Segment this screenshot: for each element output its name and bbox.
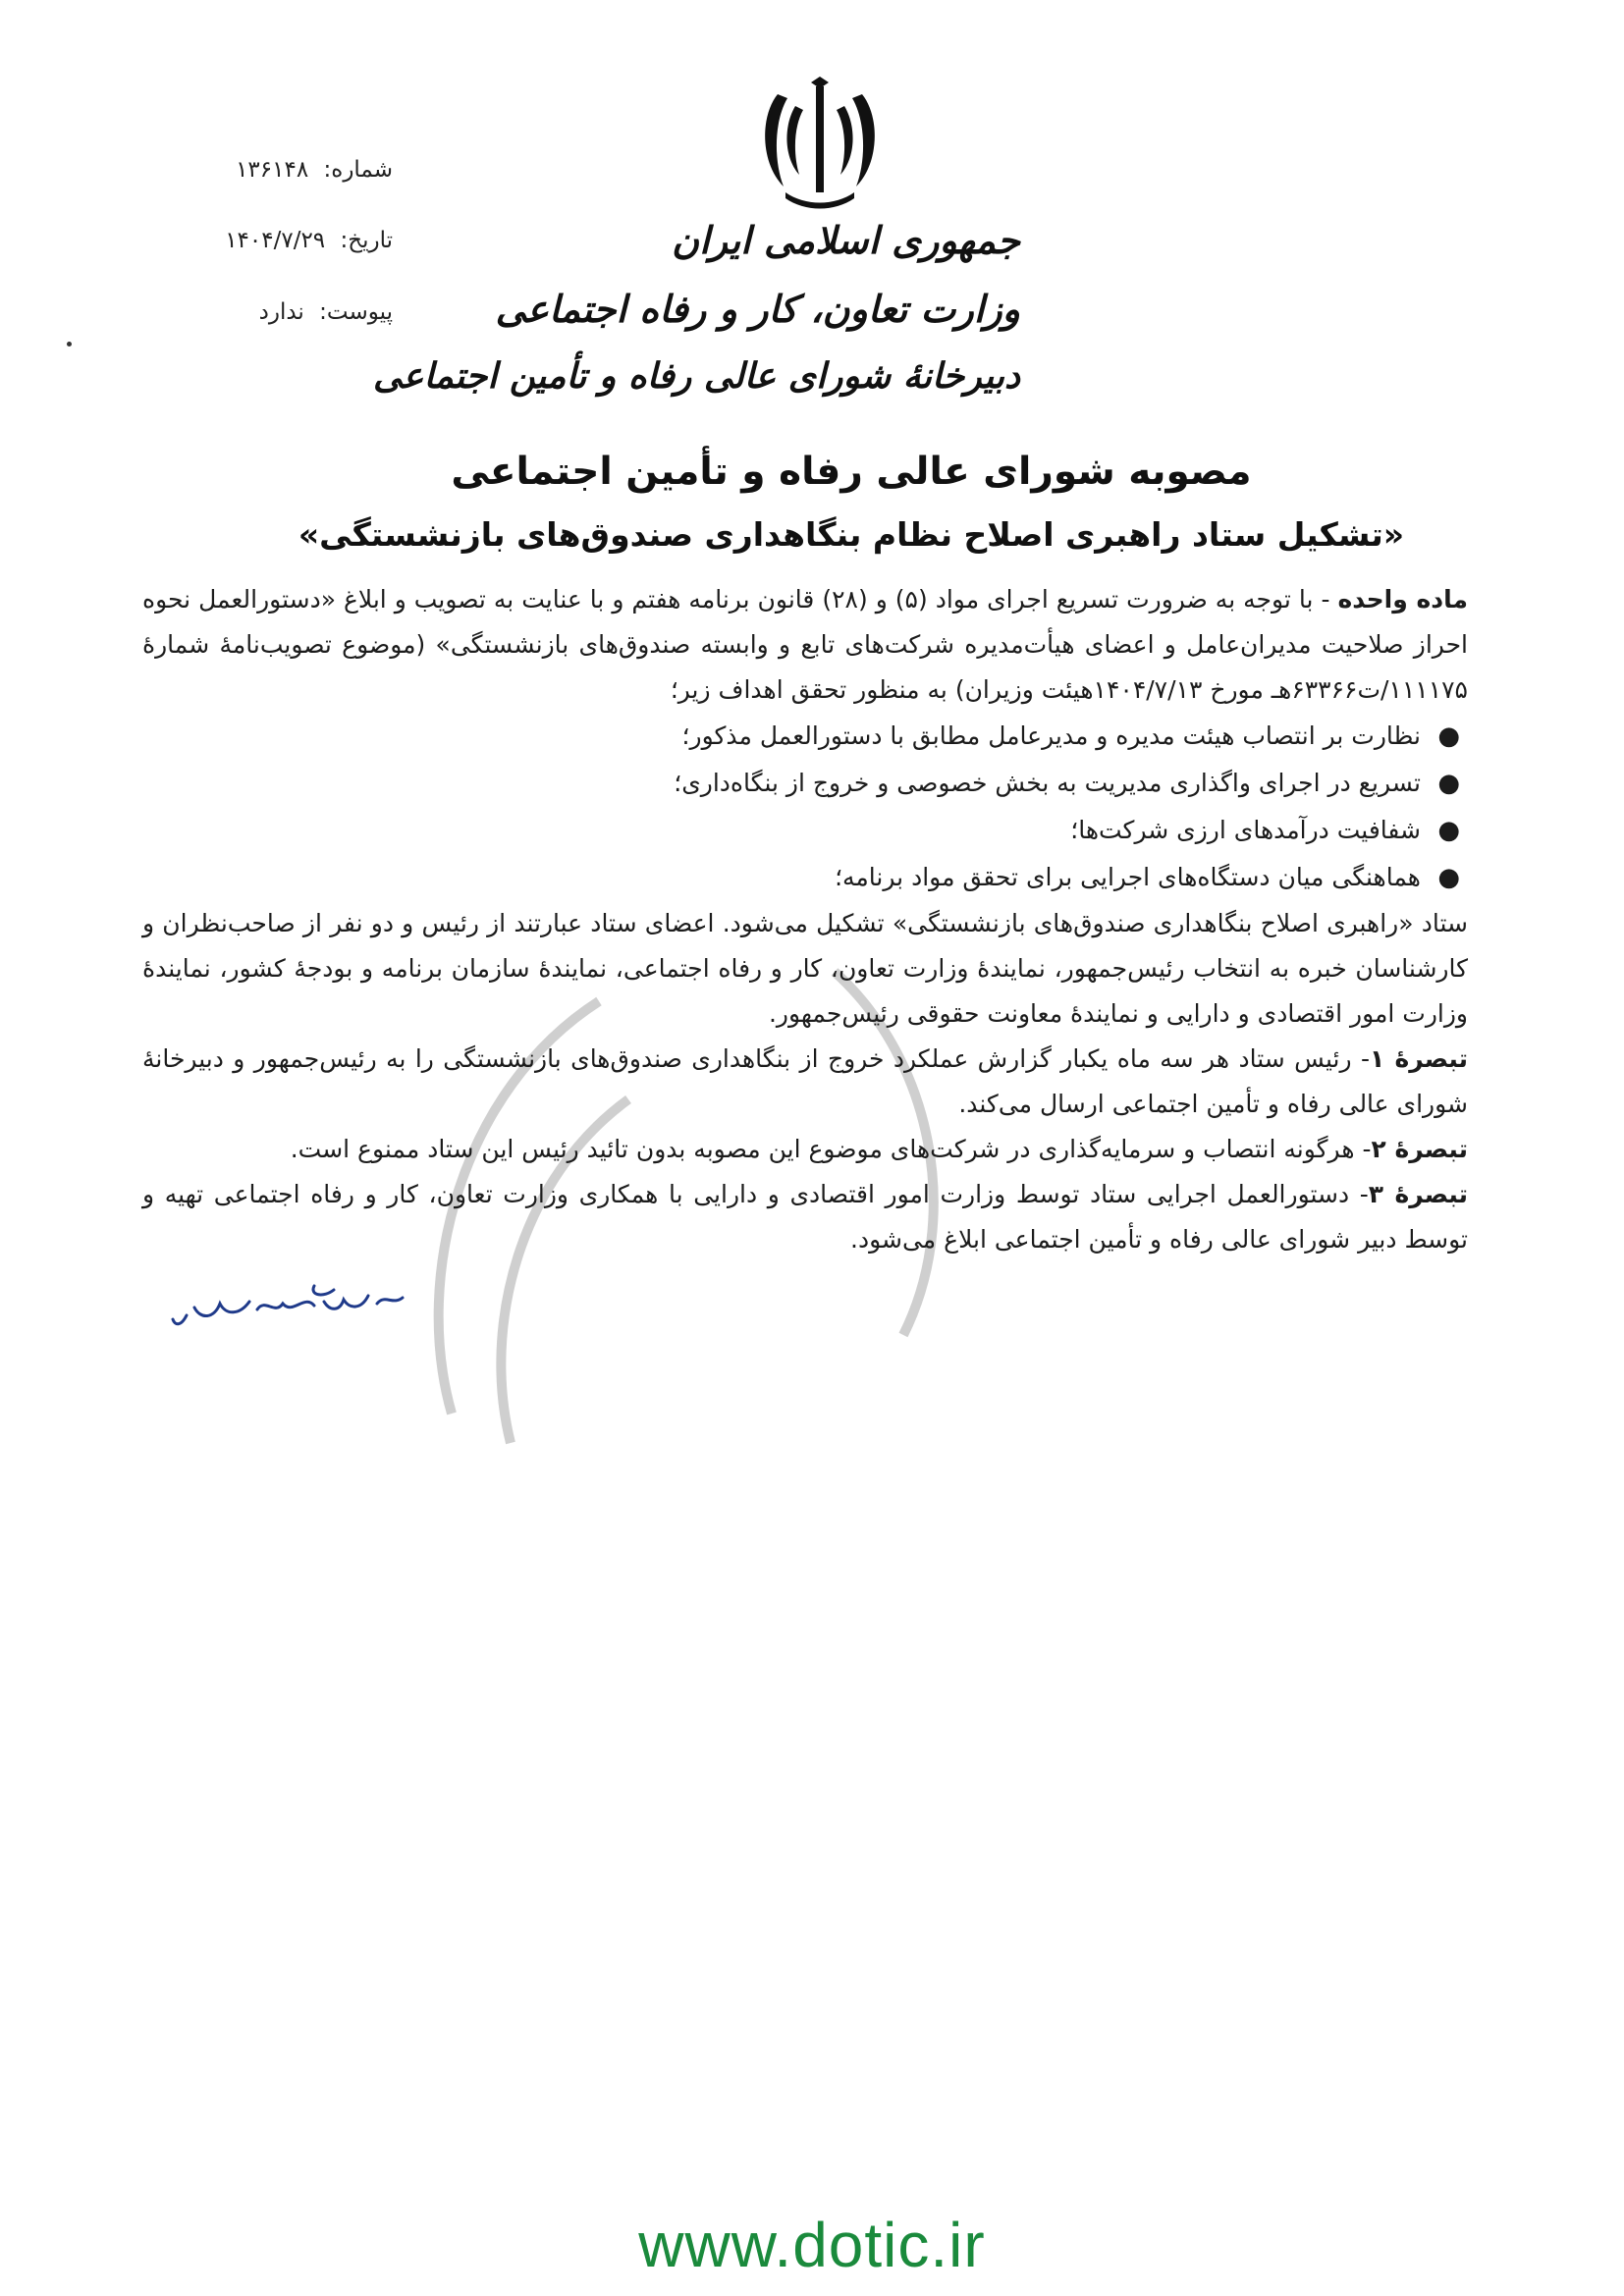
list-item-text: هماهنگی میان دستگاه‌های اجرایی برای تحقق مواد برنامه؛ xyxy=(835,863,1421,891)
document-title: مصوبه شورای عالی رفاه و تأمین اجتماعی xyxy=(451,450,1252,494)
list-item xyxy=(142,807,1468,854)
note-3-label: تبصرهٔ ۳ xyxy=(1368,1180,1468,1208)
document-body xyxy=(142,577,1468,1262)
note-1-label: تبصرهٔ ۱ xyxy=(1370,1044,1468,1073)
meta-number-label: شماره: xyxy=(323,157,393,183)
bullet-dot-icon: ● xyxy=(1437,721,1460,751)
document-subtitle: «تشکیل ستاد راهبری اصلاح نظام بنگاهداری صندوق‌های بازنشستگی» xyxy=(298,515,1405,554)
list-item-text: نظارت بر انتصاب هیئت مدیره و مدیرعامل مطابق با دستورالعمل مذکور؛ xyxy=(681,721,1421,750)
article-paragraph xyxy=(142,577,1468,713)
meta-attachment-value: ندارد xyxy=(258,299,304,325)
note-1-text: - رئیس ستاد هر سه ماه یکبار گزارش عملکرد خروج از بنگاهداری صندوق‌های بازنشستگی را به رئیس‌جمهور و دبیرخانهٔ شورای عالی رفاه و تأمین اجتماعی ارسال می‌کند. xyxy=(142,1044,1468,1118)
note-1 xyxy=(142,1037,1468,1127)
meta-attachment xyxy=(206,299,393,325)
committee-paragraph: ستاد «راهبری اصلاح بنگاهداری صندوق‌های بازنشستگی» تشکیل می‌شود. اعضای ستاد عبارتند از رئیس و دو نفر از صاحب‌نظران و کارشناسان خبره به انتخاب رئیس‌جمهور، نمایندهٔ وزارت تعاون، کار و رفاه اجتماعی، نمایندهٔ سازمان برنامه و بودجهٔ کشور، نمایندهٔ وزارت امور اقتصادی و دارایی و نمایندهٔ معاونت حقوقی رئیس‌جمهور. xyxy=(142,909,1468,1028)
list-item-text: شفافیت درآمدهای ارزی شرکت‌ها؛ xyxy=(1070,816,1421,844)
list-item xyxy=(142,760,1468,807)
list-item-text: تسریع در اجرای واگذاری مدیریت به بخش خصوصی و خروج از بنگاه‌داری؛ xyxy=(674,769,1421,797)
meta-number xyxy=(206,157,393,183)
article-heading: ماده واحده xyxy=(1337,585,1468,614)
handwritten-note xyxy=(167,1276,422,1355)
note-2-label: تبصرهٔ ۲ xyxy=(1371,1135,1468,1163)
bullet-dot-icon: ● xyxy=(1437,769,1460,798)
objectives-list xyxy=(142,713,1468,901)
bullet-dot-icon: ● xyxy=(1437,863,1460,892)
bullet-dot-icon: ● xyxy=(1437,816,1460,845)
meta-date-value: ۱۴۰۴/۷/۲۹ xyxy=(225,228,326,253)
letterhead-secretariat: دبیرخانهٔ شورای عالی رفاه و تأمین اجتماعی xyxy=(372,355,1020,397)
scan-speck xyxy=(67,342,72,347)
letterhead-country: جمهوری اسلامی ایران xyxy=(672,218,1020,262)
meta-attachment-label: پیوست: xyxy=(319,299,393,325)
list-item xyxy=(142,713,1468,760)
meta-number-value: ۱۳۶۱۴۸ xyxy=(236,157,309,183)
list-item xyxy=(142,854,1468,901)
note-3-text: - دستورالعمل اجرایی ستاد توسط وزارت امور اقتصادی و دارایی با همکاری وزارت تعاون، کار و رفاه اجتماعی تهیه و توسط دبیر شورای عالی رفاه و تأمین اجتماعی ابلاغ می‌شود. xyxy=(142,1180,1468,1254)
note-3 xyxy=(142,1172,1468,1262)
letterhead-ministry: وزارت تعاون، کار و رفاه اجتماعی xyxy=(495,287,1020,331)
note-2 xyxy=(142,1127,1468,1172)
footer-website: www.dotic.ir xyxy=(638,2210,986,2280)
iran-emblem-icon xyxy=(756,77,884,214)
note-2-text: - هرگونه انتصاب و سرمایه‌گذاری در شرکت‌های موضوع این مصوبه بدون تائید رئیس این ستاد ممنوع است. xyxy=(290,1135,1372,1163)
meta-date-label: تاریخ: xyxy=(340,228,393,253)
article-text: - با توجه به ضرورت تسریع اجرای مواد (۵) و (۲۸) قانون برنامه هفتم و با عنایت به تصویب و ابلاغ «دستورالعمل نحوه احراز صلاحیت مدیران‌عامل و اعضای هیأت‌مدیره شرکت‌های تابع و وابسته صندوق‌های بازنشستگی» (موضوع تصویب‌نامهٔ شمارهٔ ۱۱۱۱۷۵/ت۶۳۳۶۶هـ مورخ ۱۴۰۴/۷/۱۳هیئت وزیران) به منظور تحقق اهداف زیر؛ xyxy=(142,585,1468,704)
meta-date xyxy=(206,228,393,253)
